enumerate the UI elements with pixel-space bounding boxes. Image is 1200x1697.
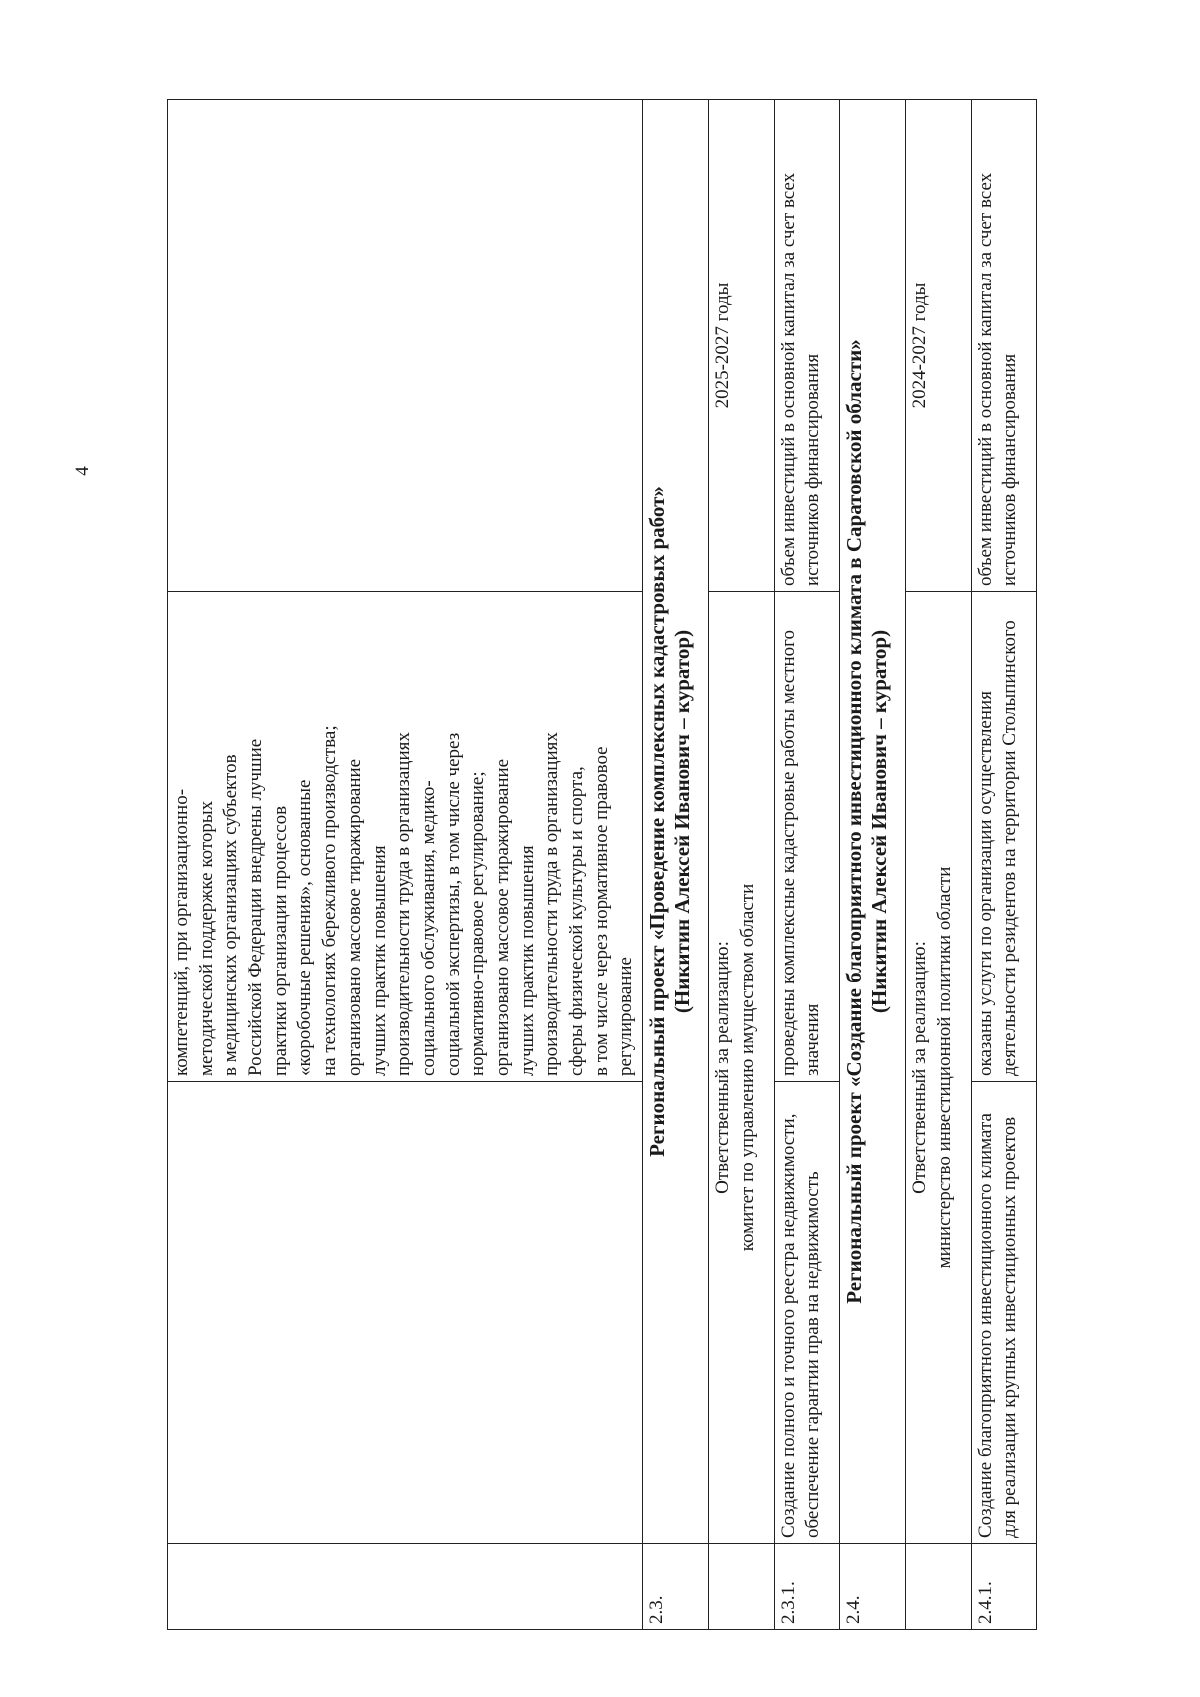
table-row-continued — [168, 100, 643, 1630]
task-row — [774, 100, 839, 1630]
project-header-row — [643, 100, 709, 1630]
result-text: проведены комплексные кадастровые работы местного значения — [774, 592, 839, 1082]
result-text: оказаны услуги по организации осуществления деятельности резидентов на территории Столыпинского — [971, 592, 1036, 1082]
responsible-row — [906, 100, 971, 1630]
responsible-text: Ответственный за реализацию: комитет по управлению имуществом области — [709, 592, 774, 1544]
indicator-text: объем инвестиций в основной капитал за счет всех источников финансирования — [774, 100, 839, 592]
task-number: 2.4.1. — [971, 1544, 1036, 1630]
indicator-text: объем инвестиций в основной капитал за счет всех источников финансирования — [971, 100, 1036, 592]
task-text: Создание благоприятного инвестиционного климата для реализации крупных инвестиционных проектов — [971, 1082, 1036, 1544]
rotated-table-container — [167, 100, 1037, 1630]
continued-result-text: компетенций, при организационно- методической поддержке которых в медицинских организациях субъектов Российской Федерации внедрены лучшие практики организации процессов «коробочные решения», основанные на технологиях бережливого производства; организовано массовое тиражирование лучших практик повышения производительности труда в организациях социального обслуживания, медико- социальной экспертизы, в том числе через нормативно-правовое регулирование; организовано массовое тиражирование лучших практик повышения производительности труда в организациях сферы физической культуры и спорта, в том числе через нормативное правовое регулирование — [168, 592, 643, 1082]
project-title: Региональный проект «Проведение комплексных кадастровых работ» (Никитин Алексей Иванович – куратор) — [643, 100, 709, 1544]
page-number: 4 — [71, 466, 93, 476]
task-row — [971, 100, 1036, 1630]
responsible-text: Ответственный за реализацию: министерство инвестиционной политики области — [906, 592, 971, 1544]
task-text: Создание полного и точного реестра недвижимости, обеспечение гарантии прав на недвижимость — [774, 1082, 839, 1544]
cell-empty-task — [168, 1082, 643, 1544]
project-number: 2.3. — [643, 1544, 709, 1630]
projects-table — [167, 99, 1037, 1630]
cell-empty-indicator — [168, 100, 643, 592]
period-text: 2025-2027 годы — [709, 100, 774, 592]
period-text: 2024-2027 годы — [906, 100, 971, 592]
project-title: Региональный проект «Создание благоприятного инвестиционного климата в Саратовской области» (Никитин Алексей Иванович – куратор) — [839, 100, 905, 1544]
responsible-row — [709, 100, 774, 1630]
cell-empty-number — [168, 1544, 643, 1630]
project-number: 2.4. — [839, 1544, 905, 1630]
task-number: 2.3.1. — [774, 1544, 839, 1630]
project-header-row — [839, 100, 905, 1630]
